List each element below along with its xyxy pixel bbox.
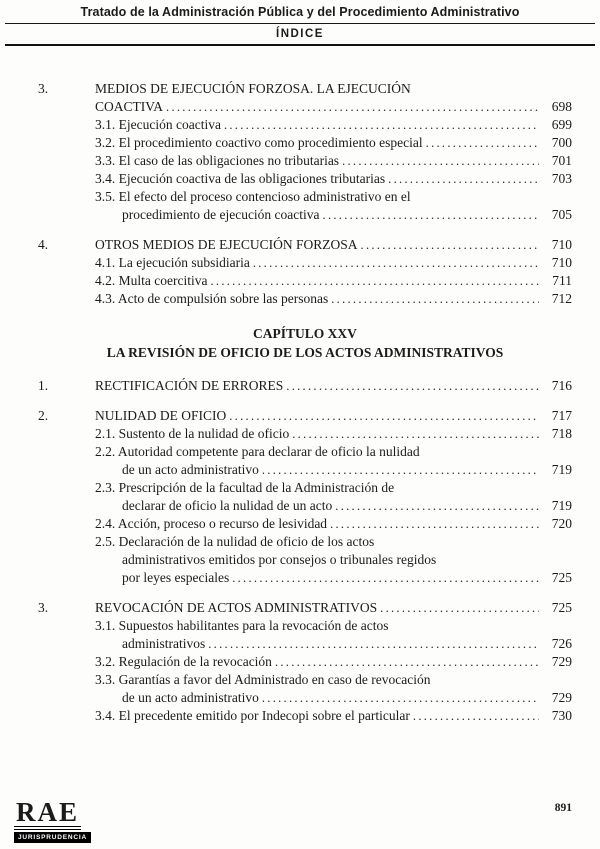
- page-footer: [14, 799, 572, 843]
- item-text: 3.5. El efecto del proceso contencioso administrativo en el: [95, 189, 411, 204]
- book-title: Tratado de la Administración Pública y del Procedimiento Administrativo: [80, 5, 520, 19]
- dot-leader: [224, 116, 539, 134]
- item-text: 3.1. Supuestos habilitantes para la revocación de actos: [95, 618, 389, 633]
- page-ref: 717: [551, 408, 572, 423]
- dot-leader: [275, 653, 539, 671]
- page-ref: 710: [551, 237, 572, 252]
- page-ref: 725: [551, 570, 572, 585]
- item-text: 2.5. Declaración de la nulidad de oficio de los actos: [95, 534, 375, 549]
- item-text: 4.2. Multa coercitiva: [95, 273, 208, 288]
- item-text: 3.1. Ejecución coactiva: [95, 117, 221, 132]
- item-text: procedimiento de ejecución coactiva: [122, 207, 320, 222]
- page-ref: 729: [551, 690, 572, 705]
- toc-item-line: [38, 551, 572, 569]
- item-text: MEDIOS DE EJECUCIÓN FORZOSA. LA EJECUCIÓN: [95, 81, 411, 96]
- dot-leader: [426, 134, 539, 152]
- page-ref: 725: [551, 600, 572, 615]
- toc-item-line: [38, 272, 572, 290]
- item-text: por leyes especiales: [122, 570, 230, 585]
- page-ref: 701: [551, 153, 572, 168]
- toc-item-line: [38, 569, 572, 587]
- publisher-logo-text: RAE: [14, 799, 81, 830]
- toc-item-line: [38, 671, 572, 689]
- publisher-logo: [14, 799, 91, 843]
- page-heading: ÍNDICE: [276, 28, 324, 40]
- dot-leader: [380, 599, 539, 617]
- publisher-logo-subtext: JURISPRUDENCIA: [14, 832, 91, 843]
- item-text: OTROS MEDIOS DE EJECUCIÓN FORZOSA: [95, 237, 358, 252]
- toc-heading-line: [38, 599, 572, 617]
- item-text: administrativos emitidos por consejos o tribunales regidos: [122, 552, 437, 567]
- dot-leader: [330, 515, 539, 533]
- header-rule-bottom: [5, 44, 595, 46]
- item-text: 3.4. El precedente emitido por Indecopi sobre el particular: [95, 708, 410, 723]
- item-text: RECTIFICACIÓN DE ERRORES: [95, 378, 284, 393]
- table-of-contents: [0, 80, 600, 725]
- toc-item-line: [38, 479, 572, 497]
- toc-entry: [38, 236, 572, 308]
- dot-leader: [262, 461, 539, 479]
- item-text: 2.4. Acción, proceso o recurso de lesividad: [95, 516, 328, 531]
- item-number: 3.: [38, 81, 49, 96]
- page-header: [0, 0, 600, 46]
- toc-item-line: [38, 689, 572, 707]
- item-number: 1.: [38, 378, 49, 393]
- page-ref: 710: [551, 255, 572, 270]
- item-text: NULIDAD DE OFICIO: [95, 408, 227, 423]
- item-number: 4.: [38, 237, 49, 252]
- toc-item-line: [38, 515, 572, 533]
- dot-leader: [292, 425, 539, 443]
- toc-item-line: [38, 188, 572, 206]
- chapter-heading-line: LA REVISIÓN DE OFICIO DE LOS ACTOS ADMINISTRATIVOS: [106, 345, 504, 360]
- item-text: REVOCACIÓN DE ACTOS ADMINISTRATIVOS: [95, 600, 378, 615]
- dot-leader: [210, 272, 539, 290]
- item-text: 3.2. El procedimiento coactivo como procedimiento especial: [95, 135, 423, 150]
- page-ref: 719: [551, 498, 572, 513]
- toc-item-line: [38, 533, 572, 551]
- toc-item-line: [38, 617, 572, 635]
- dot-leader: [166, 98, 539, 116]
- dot-leader: [323, 206, 539, 224]
- toc-heading-line: [38, 80, 572, 98]
- dot-leader: [286, 377, 539, 395]
- dot-leader: [232, 569, 539, 587]
- toc-item-line: [38, 254, 572, 272]
- toc-item-line: [38, 170, 572, 188]
- page-ref: 711: [552, 273, 572, 288]
- page-ref: 726: [551, 636, 572, 651]
- dot-leader: [208, 635, 539, 653]
- toc-item-line: [38, 152, 572, 170]
- dot-leader: [361, 236, 539, 254]
- item-text: 4.3. Acto de compulsión sobre las personas: [95, 291, 329, 306]
- dot-leader: [229, 407, 539, 425]
- item-text: 4.1. La ejecución subsidiaria: [95, 255, 250, 270]
- page-ref: 730: [551, 708, 572, 723]
- toc-heading-line: [38, 407, 572, 425]
- item-text: 2.2. Autoridad competente para declarar de oficio la nulidad: [95, 444, 420, 459]
- toc-item-line: [38, 497, 572, 515]
- toc-item-line: [38, 443, 572, 461]
- dot-leader: [262, 689, 539, 707]
- item-text: 3.3. El caso de las obligaciones no tributarias: [95, 153, 340, 168]
- item-number: 2.: [38, 408, 49, 423]
- toc-item-line: [38, 707, 572, 725]
- dot-leader: [331, 290, 539, 308]
- toc-entry: [38, 599, 572, 725]
- page-ref: 720: [551, 516, 572, 531]
- item-text: 3.2. Regulación de la revocación: [95, 654, 272, 669]
- item-text: 3.3. Garantías a favor del Administrado en caso de revocación: [95, 672, 431, 687]
- dot-leader: [335, 497, 539, 515]
- toc-item-line: [38, 206, 572, 224]
- dot-leader: [413, 707, 539, 725]
- dot-leader: [253, 254, 539, 272]
- toc-heading-line: [38, 236, 572, 254]
- toc-item-line: [38, 635, 572, 653]
- page-ref: 729: [551, 654, 572, 669]
- item-text: de un acto administrativo: [122, 462, 259, 477]
- item-text: 3.4. Ejecución coactiva de las obligaciones tributarias: [95, 171, 386, 186]
- chapter-heading: [38, 324, 572, 362]
- toc-item-line: [38, 290, 572, 308]
- item-text: 2.1. Sustento de la nulidad de oficio: [95, 426, 290, 441]
- toc-item-line: [38, 425, 572, 443]
- page-ref: 712: [551, 291, 572, 306]
- toc-heading-line: [38, 377, 572, 395]
- page-number: 891: [554, 802, 572, 814]
- item-text: COACTIVA: [95, 99, 164, 114]
- item-text: 2.3. Prescripción de la facultad de la Administración de: [95, 480, 395, 495]
- page-ref: 718: [551, 426, 572, 441]
- toc-item-line: [38, 461, 572, 479]
- item-text: administrativos: [122, 636, 206, 651]
- item-text: declarar de oficio la nulidad de un acto: [122, 498, 333, 513]
- toc-entry: [38, 80, 572, 224]
- item-number: 3.: [38, 600, 49, 615]
- dot-leader: [388, 170, 539, 188]
- page-ref: 719: [551, 462, 572, 477]
- toc-entry: [38, 377, 572, 395]
- toc-item-line: [38, 116, 572, 134]
- page-ref: 699: [551, 117, 572, 132]
- toc-entry: [38, 407, 572, 587]
- toc-item-line: [38, 653, 572, 671]
- toc-item-line: [38, 134, 572, 152]
- page-ref: 716: [551, 378, 572, 393]
- page-ref: 703: [551, 171, 572, 186]
- item-text: de un acto administrativo: [122, 690, 259, 705]
- page-ref: 705: [551, 207, 572, 222]
- toc-item-line: [38, 98, 572, 116]
- chapter-heading-line: CAPÍTULO XXV: [253, 326, 357, 341]
- page-ref: 700: [551, 135, 572, 150]
- dot-leader: [342, 152, 539, 170]
- page-ref: 698: [551, 99, 572, 114]
